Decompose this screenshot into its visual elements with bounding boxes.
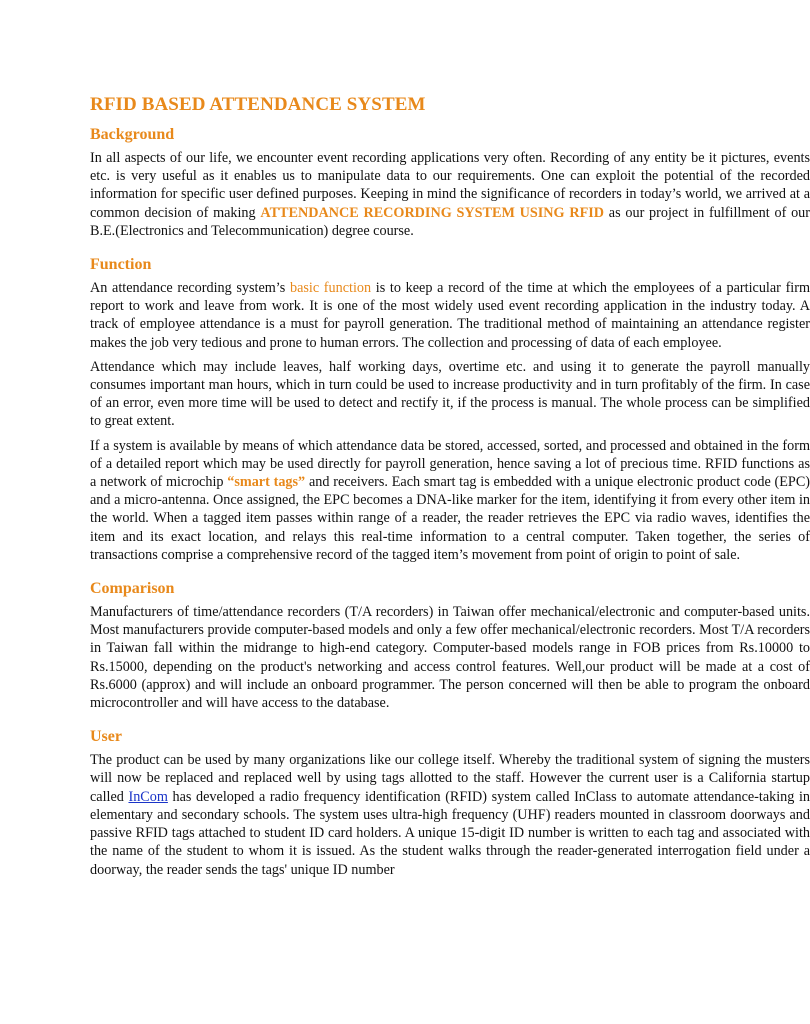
heading-user: User — [90, 728, 122, 746]
smart-tags-highlight: “smart tags” — [227, 474, 306, 491]
user-text-1: The product can be used by many organizations like our college itself. Whereby the traditional system of signing the musters will now be replaced and replaced well by using tags allotted to the staff. However the current user is a California startup called — [90, 752, 810, 805]
function-text-3c: and receivers. Each smart tag is embedded with a unique electronic product code (EPC) and a micro-antenna. Once assigned, the EPC becomes a DNA-like marker for the item, identifying it from every other item in the world. When a tagged item passes within range of a reader, the reader retrieves the EPC via radio waves, identifies the item and its exact location, and relays this real-time information to a central computer. Taken together, the series of transactions comprise a comprehensive record of the tagged item’s movement from point of origin to point of sale. — [90, 474, 810, 563]
section-user — [90, 726, 810, 878]
function-paragraph-3 — [90, 437, 810, 564]
heading-background: Background — [90, 126, 175, 143]
background-paragraph — [90, 149, 810, 240]
user-paragraph — [90, 751, 810, 878]
document-title: RFID BASED ATTENDANCE SYSTEM — [90, 94, 426, 115]
basic-function-highlight: basic function — [289, 280, 372, 297]
function-text-1a: An attendance recording system’s — [90, 280, 290, 297]
section-background — [90, 124, 810, 240]
section-comparison — [90, 578, 810, 712]
function-text-3a: If a system is available by means of which attendance data be stored, accessed, sorted, and processed and obtained in the form of a detailed report which may be used directly for payroll generation, hence saving a lot of precious time. RFID functions as a network of microchip — [90, 437, 810, 491]
heading-function: Function — [90, 256, 152, 274]
project-name-highlight: ATTENDANCE RECORDING SYSTEM USING RFID — [260, 204, 605, 221]
user-text-2: has developed a radio frequency identification (RFID) system called InClass to automate attendance-taking in elementary and secondary schools. The system uses ultra-high frequency (UHF) readers mounted in classroom doorways and passive RFID tags attached to student ID card holders. A unique 15-digit ID number is written to each tag and associated with the name of the student to whom it is issued. As the student walks through the reader-generated interrogation field under a doorway, the reader sends the tags' unique ID number — [90, 788, 810, 878]
incom-link[interactable]: InCom — [128, 788, 168, 805]
function-text-1c: is to keep a record of the time at which the employees of a particular firm report to work and leave from work. It is one of the most widely used event recording application in the industry today. A track of employee attendance is a must for payroll generation. The traditional method of maintaining an attendance register makes the job very tedious and prone to human errors. The collection and processing of data of each employee. — [90, 280, 810, 351]
function-paragraph-2: Attendance which may include leaves, half working days, overtime etc. and using it to generate the payroll manually consumes important man hours, which in turn could be used to increase productivity and in turn profitably of the firm. In case of an error, even more time will be used to detect and rectify it, if the process is manual. The whole process can be simplified to great extent. — [90, 358, 810, 430]
section-function — [90, 254, 810, 564]
document-content — [90, 92, 810, 893]
comparison-paragraph: Manufacturers of time/attendance recorders (T/A recorders) in Taiwan offer mechanical/electronic and computer-based units. Most manufacturers provide computer-based models and only a few offer mechanical/electronic recorders. Most T/A recorders in Taiwan fall within the midrange to high-end category. Computer-based models range in FOB prices from Rs.10000 to Rs.15000, depending on the product's networking and access control features. Well,our product will be made at a cost of Rs.6000 (approx) and will include an onboard programmer. The person concerned will then be able to program the onboard microcontroller and will have access to the database. — [90, 604, 810, 712]
function-paragraph-1 — [90, 279, 810, 352]
heading-comparison: Comparison — [90, 580, 175, 598]
background-text-1: In all aspects of our life, we encounter event recording applications very often. Recording of any entity be it pictures, events etc. is very useful as it enables us to manipulate data to our requirements. One can exploit the potential of the recorded information for specific user defined purposes. Keeping in mind the significance of recorders in today’s world, we arrived at a common decision of making — [90, 150, 810, 221]
background-text-2: as our project in fulfillment of our B.E.(Electronics and Telecommunication) degree course. — [90, 204, 810, 239]
